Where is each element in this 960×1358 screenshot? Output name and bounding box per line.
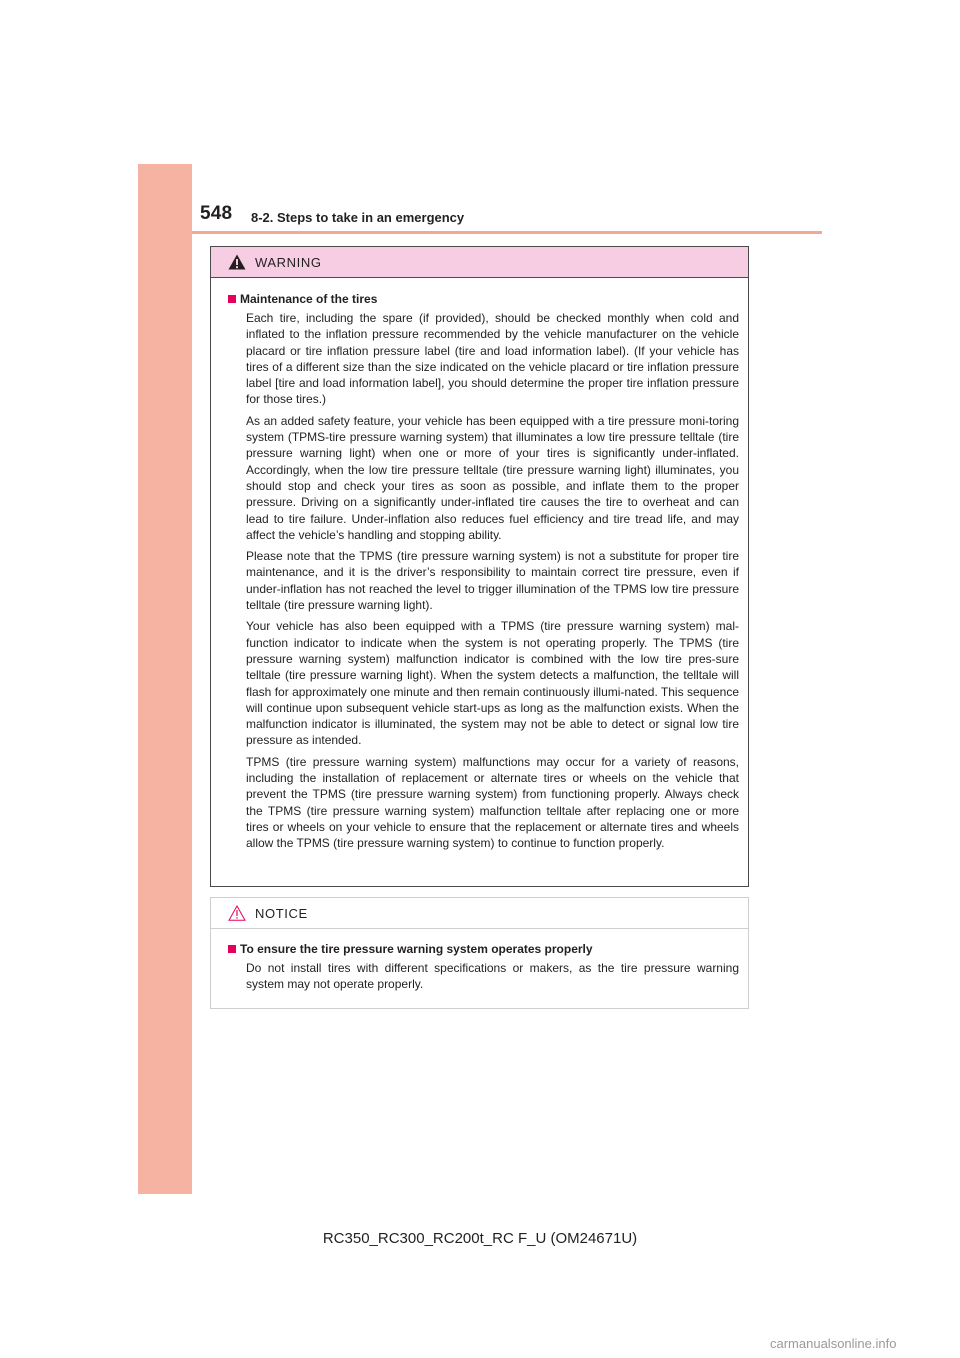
warning-body bbox=[211, 278, 748, 852]
warning-paragraph: Each tire, including the spare (if provided), should be checked monthly when cold and inflated to the inflation pressure recommended by the vehicle manufacturer on the vehicle placard or tire inflation pressure label (tire and load information label). (If your vehicle has tires of a different size than the size indicated on the vehicle placard or tire inflation pressure label [tire and load information label], you should determine the proper tire inflation pressure for those tires.) bbox=[246, 311, 739, 407]
warning-paragraph: Please note that the TPMS (tire pressure warning system) is not a substitute for proper tire maintenance, and it is the driver’s responsibility to maintain correct tire pressure, even if under-inflation has not reached the level to trigger illumination of the TPMS low tire pressure telltale (tire pressure warning light). bbox=[246, 549, 739, 613]
watermark: carmanualsonline.info bbox=[770, 1336, 897, 1351]
footer-model-code: RC350_RC300_RC200t_RC F_U (OM24671U) bbox=[322, 1230, 638, 1247]
warning-paragraph: As an added safety feature, your vehicle has been equipped with a tire pressure moni-toring system (TPMS-tire pressure warning system) that illuminates a low tire pressure telltale (tire pressure warning light) when one or more of your tires is significantly under-inflated. Accordingly, when the low tire pressure telltale (tire pressure warning light) illuminates, you should stop and check your tires as soon as possible, and inflate them to the proper pressure. Driving on a significantly under-inflated tire causes the tire to overheat and can lead to tire failure. Under-inflation also reduces fuel efficiency and tire tread life, and may affect the vehicle’s handling and stopping ability. bbox=[246, 413, 739, 542]
notice-title: NOTICE bbox=[255, 906, 308, 921]
bullet-square-icon bbox=[228, 295, 236, 303]
warning-header bbox=[211, 247, 748, 278]
warning-title: WARNING bbox=[255, 255, 322, 270]
warning-paragraph: Your vehicle has also been equipped with a TPMS (tire pressure warning system) mal-function indicator to indicate when the system is not operating properly. The TPMS (tire pressure warning system) malfunction indicator is combined with the low tire pres-sure telltale (tire pressure warning light). When the system detects a malfunction, the telltale will flash for approximately one minute and then remain continuously illumi-nated. This sequence will continue upon subsequent vehicle start-ups as long as the malfunction exists. When the malfunction indicator is illuminated, the system may not be able to detect or signal low tire pressure as intended. bbox=[246, 619, 739, 748]
chapter-side-tab bbox=[138, 164, 192, 1194]
notice-box bbox=[210, 897, 749, 1009]
warning-box bbox=[210, 246, 749, 887]
warning-triangle-icon bbox=[228, 254, 246, 270]
bullet-square-icon bbox=[228, 945, 236, 953]
page-number: 548 bbox=[200, 203, 233, 224]
section-title: 8-2. Steps to take in an emergency bbox=[251, 210, 465, 225]
header-rule bbox=[192, 231, 822, 234]
notice-item-heading bbox=[228, 942, 739, 956]
notice-body bbox=[211, 929, 748, 993]
notice-paragraph: Do not install tires with different specifications or makers, as the tire pressure warning system may not operate properly. bbox=[246, 961, 739, 992]
notice-item-heading-text: To ensure the tire pressure warning system operates properly bbox=[240, 942, 593, 956]
warning-item-heading-text: Maintenance of the tires bbox=[240, 292, 378, 306]
notice-header bbox=[211, 898, 748, 929]
notice-triangle-icon bbox=[228, 905, 246, 921]
warning-item-heading bbox=[228, 292, 739, 306]
warning-paragraph: TPMS (tire pressure warning system) malfunctions may occur for a variety of reasons, including the installation of replacement or alternate tires or wheels on the vehicle that prevent the TPMS (tire pressure warning system) from functioning properly. Always check the TPMS (tire pressure warning system) malfunction telltale after replacing one or more tires or wheels on your vehicle to ensure that the replacement or alternate tires and wheels allow the TPMS (tire pressure warning system) to continue to function properly. bbox=[246, 754, 739, 851]
